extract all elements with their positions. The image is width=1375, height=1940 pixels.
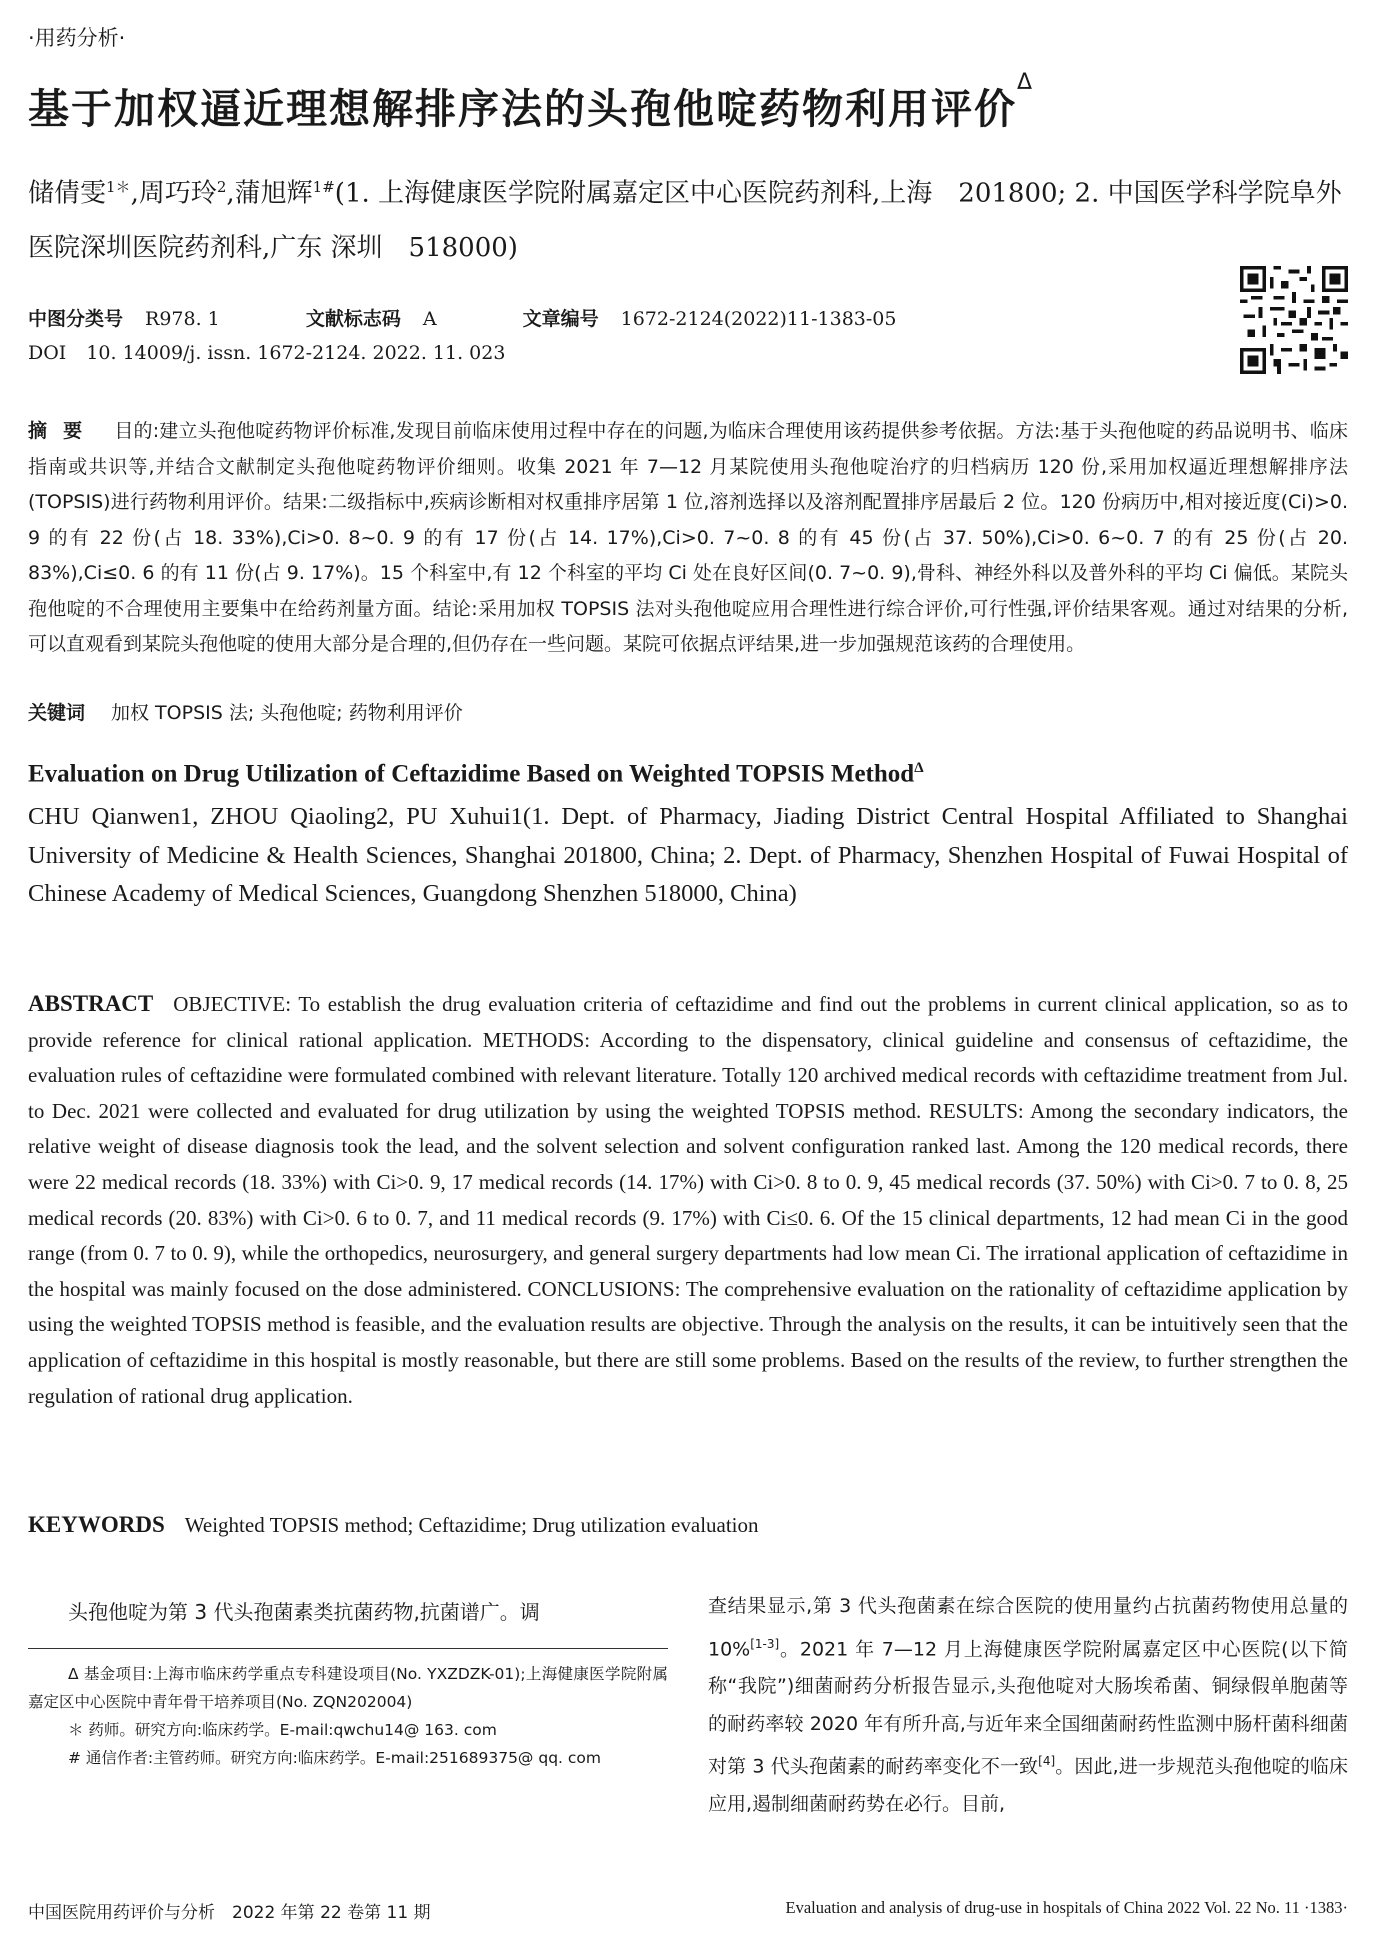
affiliations: (1. 上海健康医学院附属嘉定区中心医院药剂科,上海 201800; 2. 中国医学科学院阜外医院深圳医院药剂科,广东 深圳 518000): [28, 178, 1342, 263]
article-number-label: 文章编号: [522, 308, 599, 330]
chinese-keywords-text: 加权 TOPSIS 法; 头孢他啶; 药物利用评价: [111, 702, 463, 724]
clc-value: R978. 1: [145, 308, 220, 330]
english-title-text: Evaluation on Drug Utilization of Ceftazidime Based on Weighted TOPSIS Method: [28, 760, 915, 788]
right-column-text: [708, 1588, 1348, 1824]
doi-label: DOI: [28, 342, 67, 364]
author-3: 蒲旭辉: [234, 178, 313, 209]
footnote-divider: [28, 1648, 668, 1649]
english-abstract-text: OBJECTIVE: To establish the drug evaluation criteria of ceftazidime and find out the problems in current clinical application, so as to provide reference for clinical rational application. METHODS: According to the dispensatory, clinical guideline and consensus of ceftazidime, the evaluation rules of ceftazidine were formulated combined with relevant literature. Totally 120 archived medical records with ceftazidime treatment from Jul. to Dec. 2021 were collected and evaluated for drug utilization by using the weighted TOPSIS method. RESULTS: Among the secondary indicators, the relative weight of disease diagnosis took the lead, and the solvent selection and solvent configuration ranked last. Among the 120 medical records, there were 22 medical records (18. 33%) with Ci>0. 9, 17 medical records (14. 17%) with Ci>0. 8 to 0. 9, 45 medical records (37. 50%) with Ci>0. 7 to 0. 8, 25 medical records (20. 83%) with Ci>0. 6 to 0. 7, and 11 medical records (9. 17%) with Ci≤0. 6. Of the 15 clinical departments, 12 had mean Ci in the good range (from 0. 7 to 0. 9), while the orthopedics, neurosurgery, and general surgery departments had low mean Ci. The irrational application of ceftazidime in the hospital was mainly focused on the dose administered. CONCLUSIONS: The comprehensive evaluation on the rationality of ceftazidime application by using the weighted TOPSIS method is feasible, and the evaluation results are objective. Through the analysis on the results, it can be intuitively seen that the application of ceftazidime in this hospital is mostly reasonable, but there are still some problems. Based on the results of the review, to further strengthen the regulation of rational drug application.: [28, 992, 1348, 1408]
english-title: [28, 760, 924, 788]
chinese-abstract-text: 目的:建立头孢他啶药物评价标准,发现目前临床使用过程中存在的问题,为临床合理使用该药提供参考依据。方法:基于头孢他啶的药品说明书、临床指南或共识等,并结合文献制定头孢他啶药物评价细则。收集 2021 年 7—12 月某院使用头孢他啶治疗的归档病历 120 份,采用加权逼近理想解排序法(TOPSIS)进行药物利用评价。结果:二级指标中,疾病诊断相对权重排序居第 1 位,溶剂选择以及溶剂配置排序居最后 2 位。120 份病历中,相对接近度(Ci)>0. 9 的有 22 份(占 18. 33%),Ci>0. 8~0. 9 的有 17 份(占 14. 17%),Ci>0. 7~0. 8 的有 45 份(占 37. 50%),Ci>0. 6~0. 7 的有 25 份(占 20. 83%),Ci≤0. 6 的有 11 份(占 9. 17%)。15 个科室中,有 12 个科室的平均 Ci 处在良好区间(0. 7~0. 9),骨科、神经外科以及普外科的平均 Ci 偏低。某院头孢他啶的不合理使用主要集中在给药剂量方面。结论:采用加权 TOPSIS 法对头孢他啶应用合理性进行综合评价,可行性强,评价结果客观。通过对结果的分析,可以直观看到某院头孢他啶的使用大部分是合理的,但仍存在一些问题。某院可依据点评结果,进一步加强规范该药的合理使用。: [28, 420, 1348, 655]
chinese-abstract: [28, 414, 1348, 663]
qr-code: [1240, 266, 1348, 374]
chinese-keywords-label: 关键词: [28, 702, 86, 724]
author-2-sup: 2: [216, 178, 227, 196]
section-tag: ·用药分析·: [28, 26, 126, 50]
right-col-part-3: 。因此,进一步规范头孢他啶的临床应用,遏制细菌耐药势在必行。目前,: [708, 1755, 1348, 1816]
citation-4: [4]: [1038, 1754, 1056, 1769]
right-col-part-2: 。2021 年 7—12 月上海健康医学院附属嘉定区中心医院(以下简称“我院”)细菌耐药分析报告显示,头孢他啶对大肠埃希菌、铜绿假单胞菌等的耐药率较 2020 年有所升高,与近年来全国细菌耐药性监测中肠杆菌科细菌对第 3 代头孢菌素的耐药率变化不一致: [708, 1637, 1348, 1778]
english-title-mark: Δ: [914, 760, 924, 776]
article-number-value: 1672-2124(2022)11-1383-05: [620, 308, 897, 330]
english-abstract: [28, 986, 1348, 1414]
doc-code-value: A: [422, 308, 437, 330]
article-title-text: 基于加权逼近理想解排序法的头孢他啶药物利用评价: [28, 85, 1017, 133]
author-3-sup: 1#: [312, 178, 335, 196]
doc-code-label: 文献标志码: [305, 308, 401, 330]
footnotes: [28, 1660, 668, 1772]
right-col-part-1: 查结果显示,第 3 代头孢菌素在综合医院的使用量约占抗菌药物使用总量的 10%: [708, 1595, 1348, 1660]
chinese-keywords: [28, 698, 463, 725]
footnote-fund: Δ 基金项目:上海市临床药学重点专科建设项目(No. YXZDZK-01);上海健康医学院附属嘉定区中心医院中青年骨干培养项目(No. ZQN202004): [28, 1665, 668, 1711]
english-authors: CHU Qianwen1, ZHOU Qiaoling2, PU Xuhui1(1. Dept. of Pharmacy, Jiading District Central Hospital Affiliated to Shanghai University of Medicine & Health Sciences, Shanghai 201800, China; 2. Dept. of Pharmacy, Shenzhen Hospital of Fuwai Hospital of Chinese Academy of Medical Sciences, Guangdong Shenzhen 518000, China): [28, 803, 1348, 907]
author-1: 储倩雯: [28, 178, 107, 209]
chinese-abstract-label: 摘要: [28, 420, 99, 442]
classification-row: [28, 304, 896, 331]
footnote-corresponding: # 通信作者:主管药师。研究方向:临床药学。E-mail:251689375@ qq. com: [68, 1749, 601, 1767]
english-abstract-label: ABSTRACT: [28, 991, 154, 1016]
footnote-author: ＊ 药师。研究方向:临床药学。E-mail:qwchu14@ 163. com: [68, 1721, 497, 1739]
author-1-sup: 1＊: [106, 178, 131, 196]
english-keywords-label: KEYWORDS: [28, 1512, 165, 1537]
english-keywords-text: Weighted TOPSIS method; Ceftazidime; Drug utilization evaluation: [184, 1513, 759, 1537]
footer-journal-cn: 中国医院用药评价与分析 2022 年第 22 卷第 11 期: [28, 1903, 431, 1923]
doi-value: 10. 14009/j. issn. 1672-2124. 2022. 11. 023: [86, 342, 506, 364]
author-block: 储倩雯$^{1*}$,周巧玲$^2$,蒲旭辉$^{1\#}$(1. 上海健康医学院附属嘉定区中心医院药剂科,上海 201800; 2. 中国医学科学院阜外医院深圳医院药剂科,广东 深圳 518000): [28, 178, 1342, 263]
doi-row: [28, 342, 505, 364]
clc-label: 中图分类号: [28, 308, 124, 330]
english-keywords: [28, 1512, 759, 1538]
footer-journal-en: Evaluation and analysis of drug-use in hospitals of China 2022 Vol. 22 No. 11 ·1383·: [785, 1898, 1348, 1917]
author-2: 周巧玲: [138, 178, 217, 209]
article-title: [28, 70, 1348, 135]
title-fund-mark: Δ: [1017, 70, 1035, 95]
intro-paragraph: 头孢他啶为第 3 代头孢菌素类抗菌药物,抗菌谱广。调: [68, 1600, 540, 1624]
citation-1-3: [1-3]: [750, 1636, 780, 1651]
